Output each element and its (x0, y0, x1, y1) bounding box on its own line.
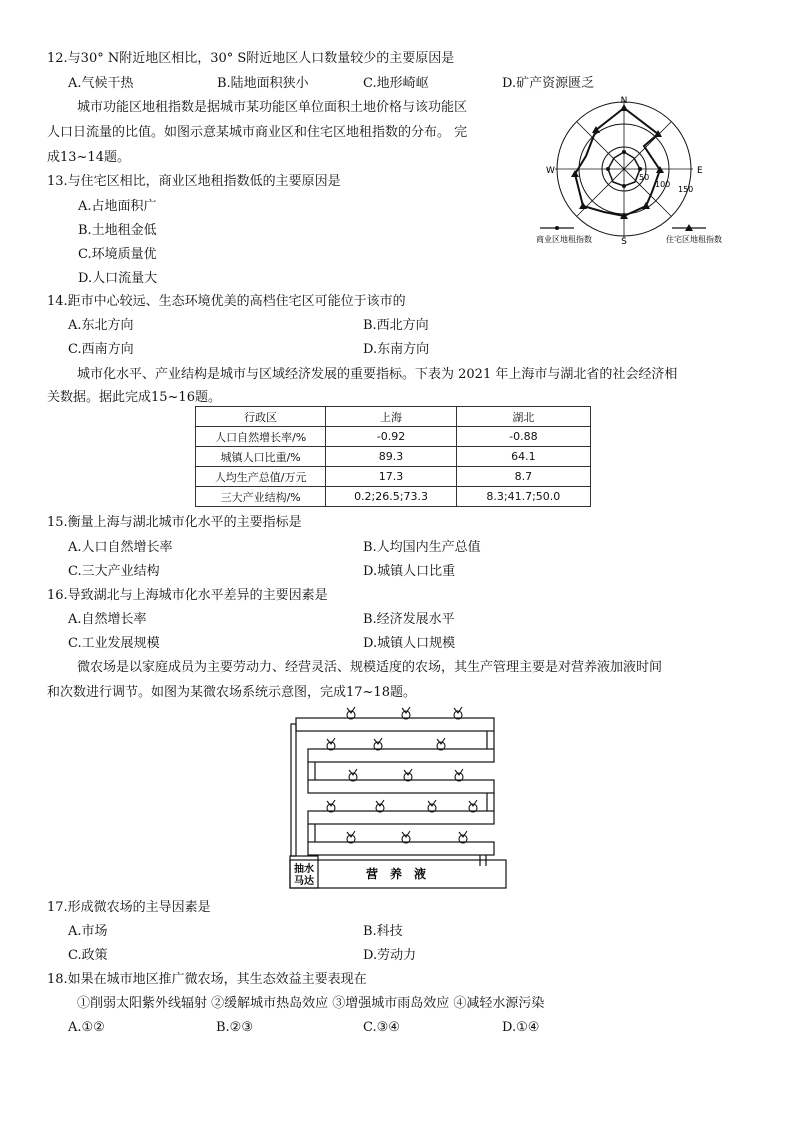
table-row (196, 427, 591, 447)
table-cell: 8.3;41.7;50.0 (456, 487, 590, 507)
table-row (196, 467, 591, 487)
q17-stem: 17.形成微农场的主导因素是 (47, 900, 211, 915)
passage2-line1: 城市化水平、产业结构是城市与区域经济发展的重要指标。下表为 2021 年上海市与湖北省的社会经济相 (77, 367, 678, 382)
table-cell: 0.2;26.5;73.3 (326, 487, 456, 507)
shelf-3 (308, 780, 494, 793)
q16-option-a: A.自然增长率 (68, 612, 147, 627)
radar-ring-label-100: 100 (655, 180, 671, 189)
legend-commercial-label: 商业区地租指数 (536, 235, 592, 244)
q13-option-a: A.占地面积广 (78, 199, 157, 214)
q12-stem: 12.与30° N附近地区相比，30° S附近地区人口数量较少的主要原因是 (47, 51, 455, 66)
table-cell: 64.1 (456, 447, 590, 467)
pump-label-line2: 马达 (294, 876, 314, 887)
q14-stem: 14.距市中心较远、生态环境优美的高档住宅区可能位于该市的 (47, 294, 406, 309)
q14-option-d: D.东南方向 (363, 342, 430, 357)
q17-option-d: D.劳动力 (363, 948, 417, 963)
table-cell: 三大产业结构/% (196, 487, 326, 507)
radar-east-label: E (697, 166, 703, 176)
table-row (196, 487, 591, 507)
passage1-line3: 成13~14题。 (47, 150, 130, 165)
q13-stem: 13.与住宅区相比，商业区地租指数低的主要原因是 (47, 174, 341, 189)
q17-option-a: A.市场 (68, 924, 108, 939)
q12-option-b: B.陆地面积狭小 (217, 76, 309, 91)
passage3-line2: 和次数进行调节。如图为某微农场系统示意图，完成17~18题。 (47, 685, 416, 700)
table-cell: 89.3 (326, 447, 456, 467)
q18-option-c: C.③④ (363, 1020, 400, 1035)
nutrient-solution-label: 营 养 液 (365, 867, 427, 881)
table-cell: 17.3 (326, 467, 456, 487)
table-cell: 人口自然增长率/% (196, 427, 326, 447)
residential-series-markers (571, 104, 664, 219)
table-row (196, 447, 591, 467)
q15-option-b: B.人均国内生产总值 (363, 540, 481, 555)
table-header-cell: 湖北 (456, 407, 590, 427)
q16-stem: 16.导致湖北与上海城市化水平差异的主要因素是 (47, 588, 328, 603)
table-cell: 人均生产总值/万元 (196, 467, 326, 487)
passage3-line1: 微农场是以家庭成员为主要劳动力、经营灵活、规模适度的农场，其生产管理主要是对营养液加液时间 (77, 660, 663, 675)
q13-option-c: C.环境质量优 (78, 247, 157, 262)
radar-west-label: W (546, 166, 555, 176)
q17-option-c: C.政策 (68, 948, 108, 963)
q16-option-d: D.城镇人口规模 (363, 636, 456, 651)
radar-north-label: N (620, 96, 628, 106)
q16-option-c: C.工业发展规模 (68, 636, 160, 651)
table-header-cell: 上海 (326, 407, 456, 427)
radar-ring-label-50: 50 (639, 173, 650, 182)
q18-option-d: D.①④ (502, 1020, 540, 1035)
economy-data-table (195, 406, 591, 507)
q15-option-d: D.城镇人口比重 (363, 564, 456, 579)
table-cell: 8.7 (456, 467, 590, 487)
q15-stem: 15.衡量上海与湖北城市化水平的主要指标是 (47, 515, 302, 530)
q16-option-b: B.经济发展水平 (363, 612, 455, 627)
q12-option-d: D.矿产资源匮乏 (502, 76, 595, 91)
table-cell: -0.88 (456, 427, 590, 447)
q17-option-b: B.科技 (363, 924, 403, 939)
q18-stem: 18.如果在城市地区推广微农场，其生态效益主要表现在 (47, 972, 367, 987)
micro-farm-diagram (286, 704, 510, 892)
q18-statements: ①削弱太阳紫外线辐射 ②缓解城市热岛效应 ③增强城市雨岛效应 ④减轻水源污染 (77, 996, 545, 1011)
table-cell: 城镇人口比重/% (196, 447, 326, 467)
shelf-1 (296, 718, 494, 731)
q18-option-a: A.①② (68, 1020, 105, 1035)
q15-option-c: C.三大产业结构 (68, 564, 160, 579)
table-header-cell: 行政区 (196, 407, 326, 427)
radar-ring-label-150: 150 (678, 185, 694, 194)
q12-option-a: A.气候干热 (68, 76, 134, 91)
shelf-5 (308, 842, 494, 855)
shelf-2 (308, 749, 494, 762)
table-header-row (196, 407, 591, 427)
q12-option-c: C.地形崎岖 (363, 76, 429, 91)
q18-option-b: B.②③ (216, 1020, 253, 1035)
pump-label-line1: 抽水 (294, 864, 314, 875)
table-cell: -0.92 (326, 427, 456, 447)
supply-pipe (291, 724, 296, 856)
q13-option-d: D.人口流量大 (78, 271, 158, 286)
passage1-line2: 人口日流量的比值。如图示意某城市商业区和住宅区地租指数的分布。 完 (47, 125, 468, 140)
legend-residential-label: 住宅区地租指数 (666, 235, 722, 244)
passage2-line2: 关数据。据此完成15~16题。 (47, 390, 221, 405)
q14-option-a: A.东北方向 (68, 318, 134, 333)
q14-option-c: C.西南方向 (68, 342, 134, 357)
q15-option-a: A.人口自然增长率 (68, 540, 173, 555)
shelf-4 (308, 811, 494, 824)
passage1-line1: 城市功能区地租指数是据城市某功能区单位面积土地价格与该功能区 (77, 100, 468, 115)
rent-index-radar-chart (534, 94, 752, 250)
radar-south-label: S (621, 237, 627, 247)
plants (327, 707, 477, 843)
q13-option-b: B.土地租金低 (78, 223, 157, 238)
q14-option-b: B.西北方向 (363, 318, 429, 333)
